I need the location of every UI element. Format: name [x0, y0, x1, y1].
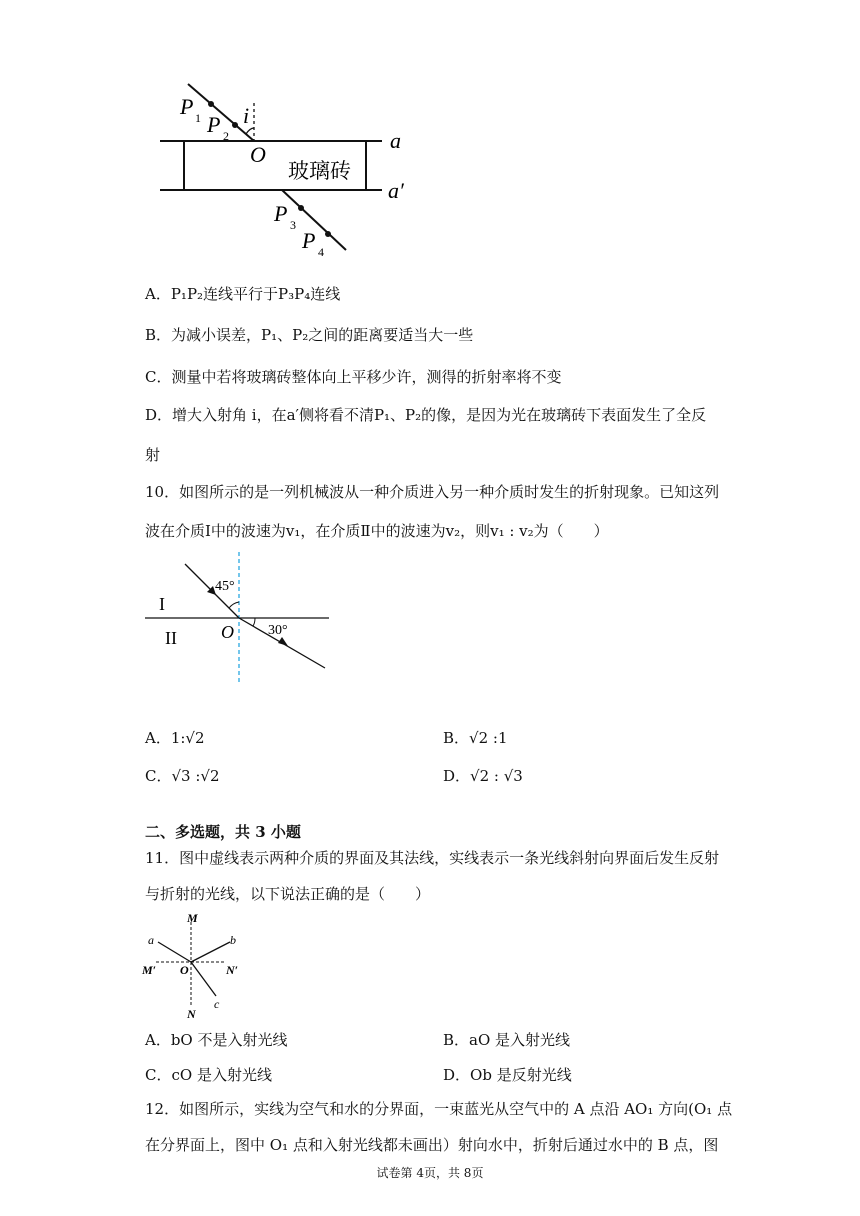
label-c: c — [214, 997, 220, 1011]
medium-label-1: I — [159, 594, 165, 614]
page-footer: 试卷第 4页，共 8页 — [376, 1166, 484, 1180]
angle-label-45: 45° — [215, 579, 235, 594]
label-n-prime: N′ — [226, 963, 239, 977]
label-p2: P — [207, 112, 221, 137]
label-b: b — [230, 933, 236, 947]
q9-option-d-line2: 射 — [145, 446, 161, 464]
label-m-prime: M′ — [142, 963, 157, 977]
label-p1: P — [180, 94, 194, 119]
q9-option-a: A．P₁P₂连线平行于P₃P₄连线 — [145, 285, 341, 303]
refracted-arrow-icon — [278, 637, 288, 646]
origin-label: O — [221, 622, 234, 642]
label-o: O — [180, 963, 189, 977]
q10-stem-line2: 波在介质Ⅰ中的波速为v₁，在介质Ⅱ中的波速为v₂，则v₁ : v₂为（ ） — [145, 522, 609, 540]
q9-option-b: B．为减小误差，P₁、P₂之间的距离要适当大一些 — [145, 326, 474, 344]
incidence-angle-arc — [246, 128, 254, 134]
q12-stem-line2: 在分界面上，图中 O₁ 点和入射光线都未画出）射向水中，折射后通过水中的 B 点，图 — [145, 1136, 719, 1154]
pin-p3-dot — [298, 205, 304, 211]
refraction-wave-figure — [145, 548, 345, 688]
label-p1-sub: 1 — [195, 111, 201, 125]
q10-option-c: C．√3 :√2 — [145, 767, 220, 785]
pin-p1-dot — [208, 101, 214, 107]
ray-b — [191, 942, 230, 962]
reflection-refraction-figure — [140, 910, 260, 1020]
label-m: M — [187, 911, 198, 925]
label-p3: P — [274, 201, 288, 226]
angle-arc-30 — [253, 618, 255, 626]
section-heading: 二、多选题，共 3 小题 — [145, 823, 301, 841]
label-p4: P — [302, 228, 316, 253]
ray-a — [158, 942, 191, 962]
q10-option-a: A．1:√2 — [145, 729, 205, 747]
q11-stem-line2: 与折射的光线，以下说法正确的是（ ） — [145, 885, 431, 903]
q11-option-b: B．aO 是入射光线 — [443, 1031, 571, 1049]
q9-option-d-line1: D．增大入射角 i，在a′侧将看不清P₁、P₂的像，是因为光在玻璃砖下表面发生了全反 — [145, 406, 707, 424]
q11-stem-line1: 11．图中虚线表示两种介质的界面及其法线，实线表示一条光线斜射向界面后发生反射 — [145, 849, 720, 867]
q9-option-c: C．测量中若将玻璃砖整体向上平移少许，测得的折射率将不变 — [145, 368, 562, 386]
label-o: O — [250, 142, 266, 167]
q10-option-d: D．√2 : √3 — [443, 767, 523, 785]
label-glass: 玻璃砖 — [288, 159, 351, 183]
glass-block-figure — [150, 78, 420, 263]
pin-p2-dot — [232, 122, 238, 128]
medium-label-2: II — [165, 628, 177, 648]
q10-stem-line1: 10．如图所示的是一列机械波从一种介质进入另一种介质时发生的折射现象。已知这列 — [145, 483, 720, 501]
label-p3-sub: 3 — [290, 218, 296, 232]
label-n: N — [187, 1007, 196, 1020]
angle-label-30: 30° — [268, 623, 288, 638]
label-a-prime: a′ — [388, 178, 404, 203]
label-a: a — [390, 128, 401, 153]
q11-option-a: A．bO 不是入射光线 — [145, 1031, 288, 1049]
q11-option-c: C．cO 是入射光线 — [145, 1066, 272, 1084]
label-a: a — [148, 933, 154, 947]
angle-arc-45 — [229, 602, 239, 608]
q11-option-d: D．Ob 是反射光线 — [443, 1066, 572, 1084]
ray-c — [191, 962, 216, 996]
q10-option-b: B．√2 :1 — [443, 729, 508, 747]
label-i: i — [243, 103, 250, 128]
label-p2-sub: 2 — [223, 129, 229, 143]
pin-p4-dot — [325, 231, 331, 237]
label-p4-sub: 4 — [318, 245, 324, 259]
q12-stem-line1: 12．如图所示，实线为空气和水的分界面，一束蓝光从空气中的 A 点沿 AO₁ 方向(O₁ 点 — [145, 1100, 733, 1118]
